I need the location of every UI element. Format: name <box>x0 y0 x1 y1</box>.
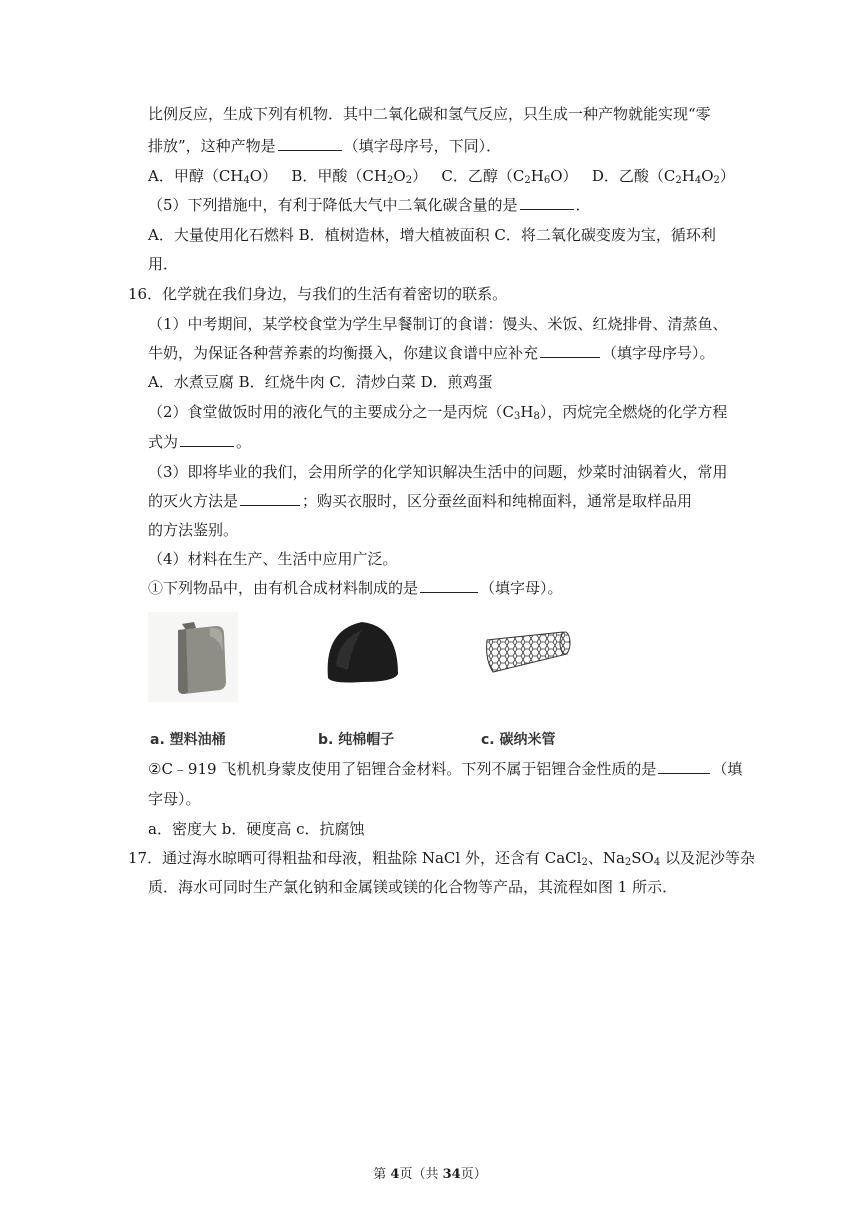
q16-title: 16．化学就在我们身边，与我们的生活有着密切的联系。 <box>128 285 508 303</box>
q17-line2: 质．海水可同时生产氯化钠和金属镁或镁的化合物等产品，其流程如图 1 所示． <box>148 878 678 896</box>
page-footer: 第 4页（共 34页） <box>373 1167 487 1182</box>
q16-p3-line1: （3）即将毕业的我们，会用所学的化学知识解决生活中的问题，炒菜时油锅着火，常用 <box>148 463 728 481</box>
q15-options: A．甲醇$(CH_4O)$ B．甲酸$(CH_2O_2)$ C．乙醇$(C_2H_6O)$ D．乙酸$(C_2H_4O_2)$ <box>148 167 735 186</box>
q15-part5: （5）下列措施中，有利于降低大气中二氧化碳含量的是 ． <box>148 196 591 214</box>
photo-cotton-hat <box>322 616 402 690</box>
hat-icon <box>322 616 402 686</box>
q16-p1-options: A．水煮豆腐 B．红烧牛肉 C．清炒白菜 D．煎鸡蛋 <box>148 373 493 391</box>
oil-drum-icon <box>148 612 238 702</box>
q16-p1-line1: （1）中考期间，某学校食堂为学生早餐制订的食谱：馒头、米饭、红烧排骨、清蒸鱼、 <box>148 315 728 333</box>
q15-line1: 比例反应，生成下列有机物．其中二氧化碳和氢气反应，只生成一种产物就能实现“零 <box>148 105 711 123</box>
q16-p3-line3: 的方法鉴别。 <box>148 521 239 539</box>
q16-p2-line1: （2）食堂做饭时用的液化气的主要成分之一是丙烷$(C_3H_8)$，丙烷完全燃烧的化学方程 <box>148 403 728 422</box>
q16-p4-2-cont: 字母）。 <box>148 790 201 808</box>
answer-blank[interactable] <box>420 577 478 593</box>
caption-c: c. 碳纳米管 <box>481 732 556 748</box>
answer-blank[interactable] <box>240 490 300 506</box>
q16-p3-line2: 的灭火方法是 ；购买衣服时，区分蚕丝面料和纯棉面料，通常是取样品用 <box>148 492 693 510</box>
q15-line2: 排放”，这种产物是 （填字母序号，下同）． <box>148 137 502 155</box>
photo-carbon-nanotube <box>483 628 573 682</box>
q15-part5-options: A．大量使用化石燃料 B．植树造林，增大植被面积 C．将二氧化碳变废为宝，循环利 <box>148 226 716 244</box>
caption-a: a. 塑料油桶 <box>150 732 226 748</box>
q16-p2-line2: 式为 。 <box>148 433 252 451</box>
q17-line1: 17．通过海水晾晒可得粗盐和母液，粗盐除 NaCl 外，还含有 CaCl$_2$、$Na_2SO_4$ 以及泥沙等杂 <box>128 849 755 868</box>
answer-blank[interactable] <box>658 758 710 774</box>
q16-p4: （4）材料在生产、生活中应用广泛。 <box>148 550 398 568</box>
q16-p1-line2: 牛奶，为保证各种营养素的均衡摄入，你建议食谱中应补充 （填字母序号）。 <box>148 344 715 362</box>
q16-p4-2-options: a．密度大 b．硬度高 c．抗腐蚀 <box>148 820 365 838</box>
answer-blank[interactable] <box>520 194 574 210</box>
answer-blank[interactable] <box>180 431 234 447</box>
caption-b: b. 纯棉帽子 <box>318 732 395 748</box>
nanotube-icon <box>483 628 573 678</box>
answer-blank[interactable] <box>540 342 600 358</box>
q16-p4-1: ①下列物品中，由有机合成材料制成的是 （填字母）。 <box>148 579 563 597</box>
answer-blank[interactable] <box>278 135 342 151</box>
q15-part5-options-cont: 用． <box>148 255 179 273</box>
q16-p4-2: ②C﹣919 飞机机身蒙皮使用了铝锂合金材料。下列不属于铝锂合金性质的是 （填 <box>148 760 743 778</box>
